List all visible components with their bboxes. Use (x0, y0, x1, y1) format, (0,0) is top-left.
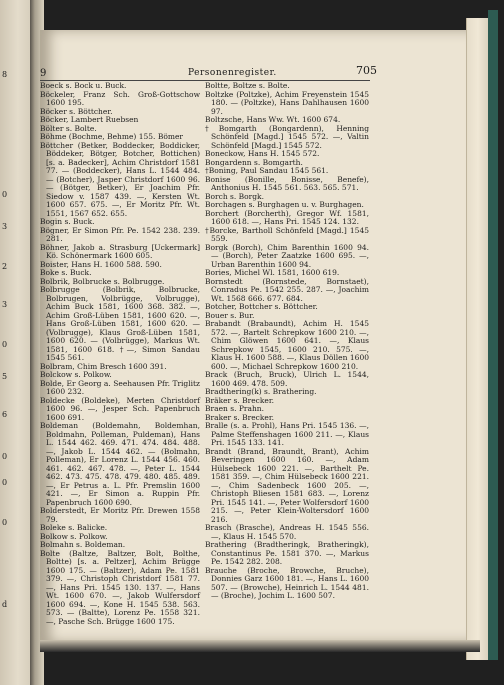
index-entry: Brathering (Bradtheringk, Bratheringk), Constantinus Pe. 1581 370. —, Markus Pe. 1542 282. 208. (205, 540, 369, 566)
index-entry: Braen s. Prahn. (205, 404, 264, 413)
index-entry: Bogin s. Buck. (40, 217, 95, 226)
index-entry: Böckeler, Franz Sch. Groß-Gottschow 1600 195. (40, 89, 200, 107)
facing-page-fragment: 3 (2, 222, 8, 231)
index-entry: Bolde, Er Georg a. Seehausen Pfr. Triglitz 1600 232. (40, 378, 200, 396)
facing-page-fragment: 8 (2, 70, 8, 79)
index-entry: Boltzsche, Hans Ww. Wt. 1600 674. (205, 115, 341, 124)
page-bottom-shadow (40, 640, 480, 652)
page-title: Personenregister. (188, 68, 277, 78)
index-entry: Boltzke (Poltzke), Achim Freyenstein 1545 180. — (Poltzke), Hans Dahlhausen 1600 97. (205, 89, 369, 116)
index-entry: Böcker s. Böttcher. (40, 106, 113, 116)
facing-page-fragment: 0 (2, 340, 8, 349)
index-entry: Boeck s. Bock u. Buck. (40, 81, 127, 90)
index-entry: Bolmahn s. Boldeman. (40, 540, 126, 549)
index-entry: Botcher, Bottcher s. Böttcher. (205, 302, 318, 311)
facing-page-fragment: d (2, 600, 8, 609)
index-entry: Bolbrugge (Bolbrik, Bolbrucke, Bolbrugen, Volbrügge, Volbrugge), Achim Buck 1581, 1600 368. 382. —, Achim Groß-Lüben 1581, 1600 620. —, Hans Groß-Lüben 1581, 1600 620. — (Volbrugge), Klaus Groß-Lüben 1581, 1600 620. — (Volbrügge), Markus Wt. 1581, 1600 618. †—, Simon Sandau 1545 561. (40, 285, 200, 362)
index-entry: Bonise (Bonille, Bonisse, Benefe), Anthonius H. 1545 561. 563. 565. 571. (205, 174, 369, 192)
index-entry: †Boning, Paul Sandau 1545 561. (205, 166, 329, 175)
index-entry: Boleke s. Balicke. (40, 523, 108, 532)
index-entry: Borchert (Borcherth), Gregor Wf. 1581, 1600 618. —, Hans Pri. 1545 124. 132. (205, 208, 369, 226)
facing-page-fragment: 0 (2, 478, 8, 487)
index-entry: Böhner, Jakob a. Strasburg [Uckermark] Kö. Schönermark 1600 605. (40, 242, 200, 260)
index-entry: Brack (Bruch, Bruck), Ulrich L. 1544, 1600 469. 478. 509. (205, 370, 369, 388)
facing-page-number: 9 (40, 68, 47, 79)
index-entry: Bouer s. Bur. (205, 310, 255, 320)
index-entry: Bories, Michel Wl. 1581, 1600 619. (205, 268, 340, 277)
index-entry: Braker s. Brecker. (205, 412, 275, 422)
index-entry: Boke s. Buck. (40, 268, 92, 277)
facing-page-fragment: 2 (2, 262, 8, 271)
index-entry: †Bomgarth (Bongardenn), Henning Schönfeld [Magd.] 1545 572. —, Valtin Schönfeld [Magd.] 1545 572. (205, 123, 369, 150)
index-entry: Brabandt (Brabaundt), Achim H. 1545 572. —, Bartelt Schrepkow 1600 210. —, Chim Glöwen 1600 641. —, Klaus Schrepkow 1545, 1600 210. 575. —, Klaus H. 1600 588. —, Klaus Döllen 1600 600. —, Michael Schrepkow 1600 210. (205, 319, 369, 371)
facing-page-edge (0, 0, 30, 685)
index-entry: Bongardenn s. Bomgarth. (205, 157, 303, 167)
page-number: 705 (356, 64, 377, 77)
page-stack-edge (466, 18, 489, 660)
index-entry: Borchagen s. Burghagen u. v. Burghagen. (205, 200, 364, 209)
index-entry: Böcker, Lambert Ruebsen (40, 115, 139, 124)
index-entry: Bolte (Baltze, Baltzer, Bolt, Bolthe, Boltte) [s. a. Peltzer], Achim Brügge 1600 175. — (Baltzer), Adam Pe. 1581 379. —, Christoph Christdorf 1581 77. —, Hans Pri. 1545 130. 137. —, Hans Wt. 1600 670. —, Jakob Wulfersdorf 1600 694. —, Kone H. 1545 538. 563. 573. — (Baltte), Lorenz Pe. 1558 321. —, Pasche Sch. Brügge 1600 175. (40, 548, 200, 626)
index-entry: Borgk (Borch), Chim Barenthin 1600 94. — (Borch), Peter Zaatzke 1600 695. —, Urban Barenthin 1600 94. (205, 242, 369, 269)
index-entry: †Borcke, Bartholl Schönfeld [Magd.] 1545 559. (205, 225, 369, 243)
index-entry: Brandt (Brand, Braundt, Brant), Achim Beveringen 1600 160. —, Adam Hülsebeck 1600 221. —, Barthelt Pe. 1581 359. —, Chim Hülsebeck 1600 221. —, Chim Sadenbeck 1600 205. —, Christoph Bliesen 1581 683. —, Lorenz Pri. 1545 141. —, Peter Wolfersdorf 1600 215. —, Peter Klein-Woltersdorf 1600 216. (205, 446, 369, 524)
index-entry: Bolderstedt, Er Moritz Pfr. Drewen 1558 79. (40, 506, 200, 524)
index-entry: Bradthering(k) s. Brathering. (205, 387, 317, 396)
facing-page-fragment: 6 (2, 410, 8, 419)
index-entry: Bräker s. Brecker. (205, 395, 275, 405)
index-entry: Bögner, Er Simon Pfr. Pe. 1542 238. 239. 281. (40, 225, 200, 243)
facing-page-fragment: 0 (2, 518, 8, 527)
facing-page-fragment: 5 (2, 372, 8, 381)
index-entry: Bolbram, Chim Bresch 1600 391. (40, 361, 167, 371)
facing-page-fragment: 0 (2, 452, 8, 461)
running-header (40, 64, 468, 78)
book-cover-edge (488, 10, 498, 660)
facing-page-fragment: 3 (2, 300, 8, 309)
facing-page-fragment: 0 (2, 190, 8, 199)
index-entry: Bölter s. Bolte. (40, 123, 97, 133)
index-entry: Bralle (s. a. Prohl), Hans Pri. 1545 136. —, Palme Steffenshagen 1600 211. —, Klaus Pri. 1545 133. 141. (205, 421, 369, 447)
index-column-left (40, 82, 200, 626)
index-entry: Brauche (Broche, Browche, Bruche), Donnies Garz 1600 181. —, Hans L. 1600 507. — (Browche), Heinrich L. 1544 481. — (Broche), Jochim L. 1600 507. (205, 565, 369, 600)
index-entry: Boneckow, Hans H. 1545 572. (205, 149, 320, 158)
index-entry: Boldecke (Boldeke), Merten Christdorf 1600 96. —, Jesper Sch. Papenbruch 1600 691. (40, 395, 200, 422)
index-entry: Brasch (Brasche), Andreas H. 1545 556. —, Klaus H. 1545 570. (205, 523, 369, 541)
index-entry: Bolckow s. Polkow. (40, 370, 112, 379)
index-entry: Boldeman (Boldemahn, Boldemhan, Boldmahn, Polleman, Puldeman), Hans L. 1544 462. 469. 471. 474. 484. 488. —, Jakob L. 1544 462. — (Bolmahn, Polleman), Er Lorenz L. 1544 456. 460. 461. 462. 467. 478. —, Peter L. 1544 462. 473. 475. 478. 479. 480. 485. 489. —, Er Petrus a. L. Pfr. Premslin 1600 421. —, Er Simon a. Ruppin Pfr. Papenbruch 1600 690. (40, 421, 200, 507)
index-entry: Bornstedt (Bornstede, Bornstaet), Conradus Pe. 1542 255. 287. —, Joachim Wt. 1568 666. 677. 684. (205, 276, 369, 303)
index-entry: Böhme (Bochme, Behme) 155. Bömer (40, 132, 183, 141)
index-entry: Boltte, Boltze s. Bolte. (205, 81, 290, 90)
index-column-right (205, 82, 369, 601)
index-entry: Borch s. Borgk. (205, 191, 264, 201)
index-entry: Böttcher (Betker, Boddecker, Boddicker, Böddeker, Bötger, Botcher, Bottichen) [s. a. Badecker], Achim Christdorf 1581 77. — (Boddecker), Hans L. 1544 484. — (Botcher), Jasper Christdorf 1600 96. — (Bötger, Betker), Er Joachim Pfr. Siedow v. 1587 439. —, Kersten Wt. 1600 657. 675. —, Er Moritz Pfr. Wt. 1551, 1567 652. 655. (40, 140, 200, 218)
index-entry: Bolbrik, Bolbrucke s. Bolbrugge. (40, 276, 165, 286)
index-entry: Boister, Hans H. 1600 588. 590. (40, 259, 162, 269)
index-entry: Bolkow s. Polkow. (40, 531, 108, 541)
